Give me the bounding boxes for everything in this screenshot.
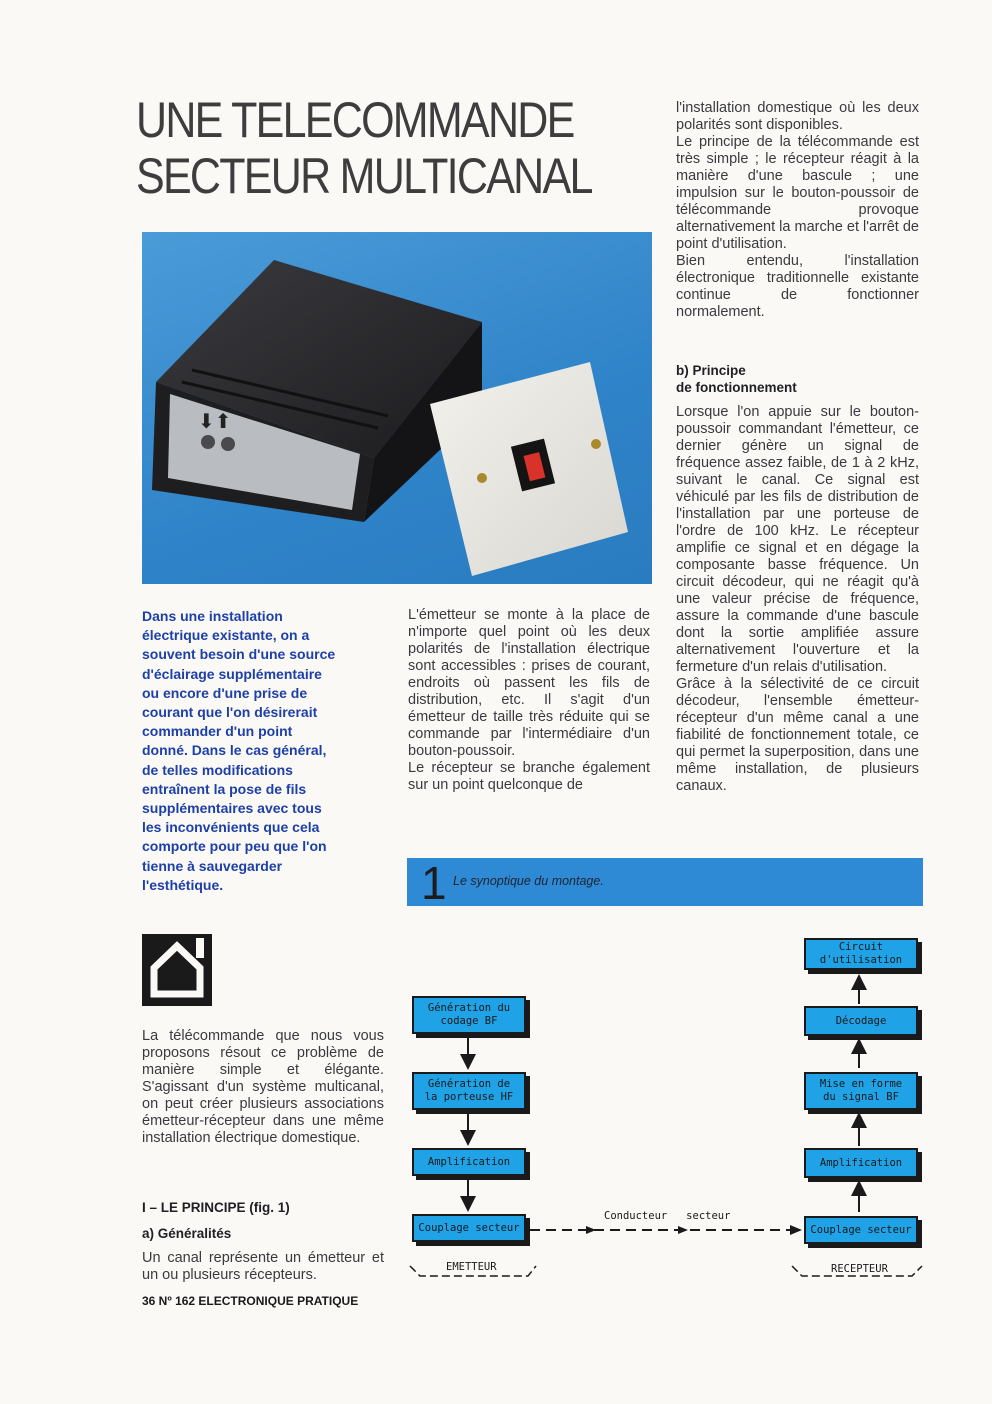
article-title bbox=[136, 92, 592, 204]
receiver-label: RECEPTEUR bbox=[831, 1263, 888, 1275]
receiver-block-3: Mise en forme du signal BF bbox=[804, 1072, 918, 1110]
receiver-block-2: Décodage bbox=[804, 1006, 918, 1036]
emitter-block-1: Génération du codage BF bbox=[412, 996, 526, 1034]
right-column-top bbox=[676, 100, 919, 321]
right-paragraph-3: Bien entendu, l'installation électronique traditionnelle existante continue de fonctionner normalement. bbox=[676, 253, 919, 320]
panel-arrows-icon: ⬇⬆ bbox=[198, 409, 232, 433]
right-paragraph-2: Le principe de la télécommande est très simple ; le récepteur réagit à la manière d'une bascule ; une impulsion sur le bouton-poussoir de télécommande provoque alternativement la marche et l'arrêt de point d'utilisation. bbox=[676, 134, 919, 252]
screw-icon bbox=[591, 439, 601, 449]
title-line-2: SECTEUR MULTICANAL bbox=[136, 148, 592, 204]
screw-icon bbox=[477, 473, 487, 483]
figure-number: 1 bbox=[421, 857, 447, 909]
receiver-block-5: Couplage secteur bbox=[804, 1216, 918, 1244]
subsection-heading-a: a) Généralités bbox=[142, 1226, 232, 1241]
led-right bbox=[221, 437, 235, 451]
left-paragraph-1: La télécommande que nous vous proposons résout ce problème de manière simple et élégante. S'agissant d'un système multicanal, on peut créer plusieurs associations émetteur-récepteur dans une même installation électrique domestique. bbox=[142, 1028, 384, 1146]
title-line-1: UNE TELECOMMANDE bbox=[136, 92, 574, 148]
emitter-block-4: Couplage secteur bbox=[412, 1214, 526, 1242]
emitter-block-2: Génération de la porteuse HF bbox=[412, 1072, 526, 1110]
section-heading: I – LE PRINCIPE (fig. 1) bbox=[142, 1200, 290, 1215]
led-left bbox=[201, 435, 215, 449]
right-paragraph-1: l'installation domestique où les deux polarités sont disponibles. bbox=[676, 100, 919, 133]
right-paragraph-4: Lorsque l'on appuie sur le bouton-poussoir commandant l'émetteur, ce dernier génère un signal de fréquence assez faible, de 1 à 2 kHz, suivant le canal. Ce signal est véhiculé par les fils de distribution de l'installation par une porteuse de l'ordre de 100 kHz. Le récepteur amplifie ce signal et en dégage la composante basse fréquence. Un circuit décodeur, qui ne réagit qu'à une valeur précise de fréquence, assure la commande d'une bascule dont la sortie amplifiée assure alternativement l'ouverture et la fermeture d'un relais d'utilisation. bbox=[676, 404, 919, 675]
house-logo-icon bbox=[142, 934, 212, 1006]
middle-paragraph-1: L'émetteur se monte à la place de n'importe quel point où les deux polarités de l'installation électrique sont accessibles : prises de courant, endroits où passent les fils de distribution, etc. Il s'agit d'un émetteur de taille très réduite qui se commande par l'intermédiaire d'un bouton-poussoir. bbox=[408, 607, 650, 759]
subsection-b-line-1: b) Principe bbox=[676, 363, 746, 378]
receiver-block-4: Amplification bbox=[804, 1148, 918, 1178]
left-paragraph-2: Un canal représente un émetteur et un ou plusieurs récepteurs. bbox=[142, 1250, 384, 1283]
right-paragraph-5: Grâce à la sélectivité de ce circuit décodeur, l'ensemble émetteur-récepteur d'un même canal a une fiabilité de fonctionnement totale, ce qui permet la superposition, dans une même installation, de plusieurs canaux. bbox=[676, 676, 919, 794]
emitter-block-3: Amplification bbox=[412, 1148, 526, 1176]
intro-text: Dans une installation électrique existante, on a souvent besoin d'une source d'éclairage supplémentaire ou encore d'une prise de courant que l'on désirerait commander d'un point donné. Dans le cas général, de telles modifications entraînent la pose de fils supplémentaires avec tous les inconvénients que cela comporte pour peu que l'on tienne à sauvegarder l'esthétique. bbox=[142, 608, 336, 893]
house-icon bbox=[142, 934, 212, 1006]
link-label: Conducteur secteur bbox=[604, 1210, 731, 1222]
right-column-bottom bbox=[676, 404, 919, 795]
subsection-heading-b bbox=[676, 362, 797, 396]
product-photo-illustration bbox=[142, 232, 652, 584]
page-footer: 36 Nº 162 ELECTRONIQUE PRATIQUE bbox=[142, 1294, 359, 1308]
middle-paragraph-2: Le récepteur se branche également sur un point quelconque de bbox=[408, 760, 650, 793]
receiver-block-1: Circuit d'utilisation bbox=[804, 938, 918, 970]
block-diagram bbox=[400, 920, 930, 1290]
middle-column bbox=[408, 607, 650, 794]
subsection-b-line-2: de fonctionnement bbox=[676, 380, 797, 395]
figure-caption: Le synoptique du montage. bbox=[453, 874, 604, 888]
left-column bbox=[142, 1028, 384, 1147]
figure-caption-bar bbox=[407, 857, 923, 909]
emitter-label: EMETTEUR bbox=[446, 1261, 497, 1273]
product-photo bbox=[142, 232, 652, 584]
